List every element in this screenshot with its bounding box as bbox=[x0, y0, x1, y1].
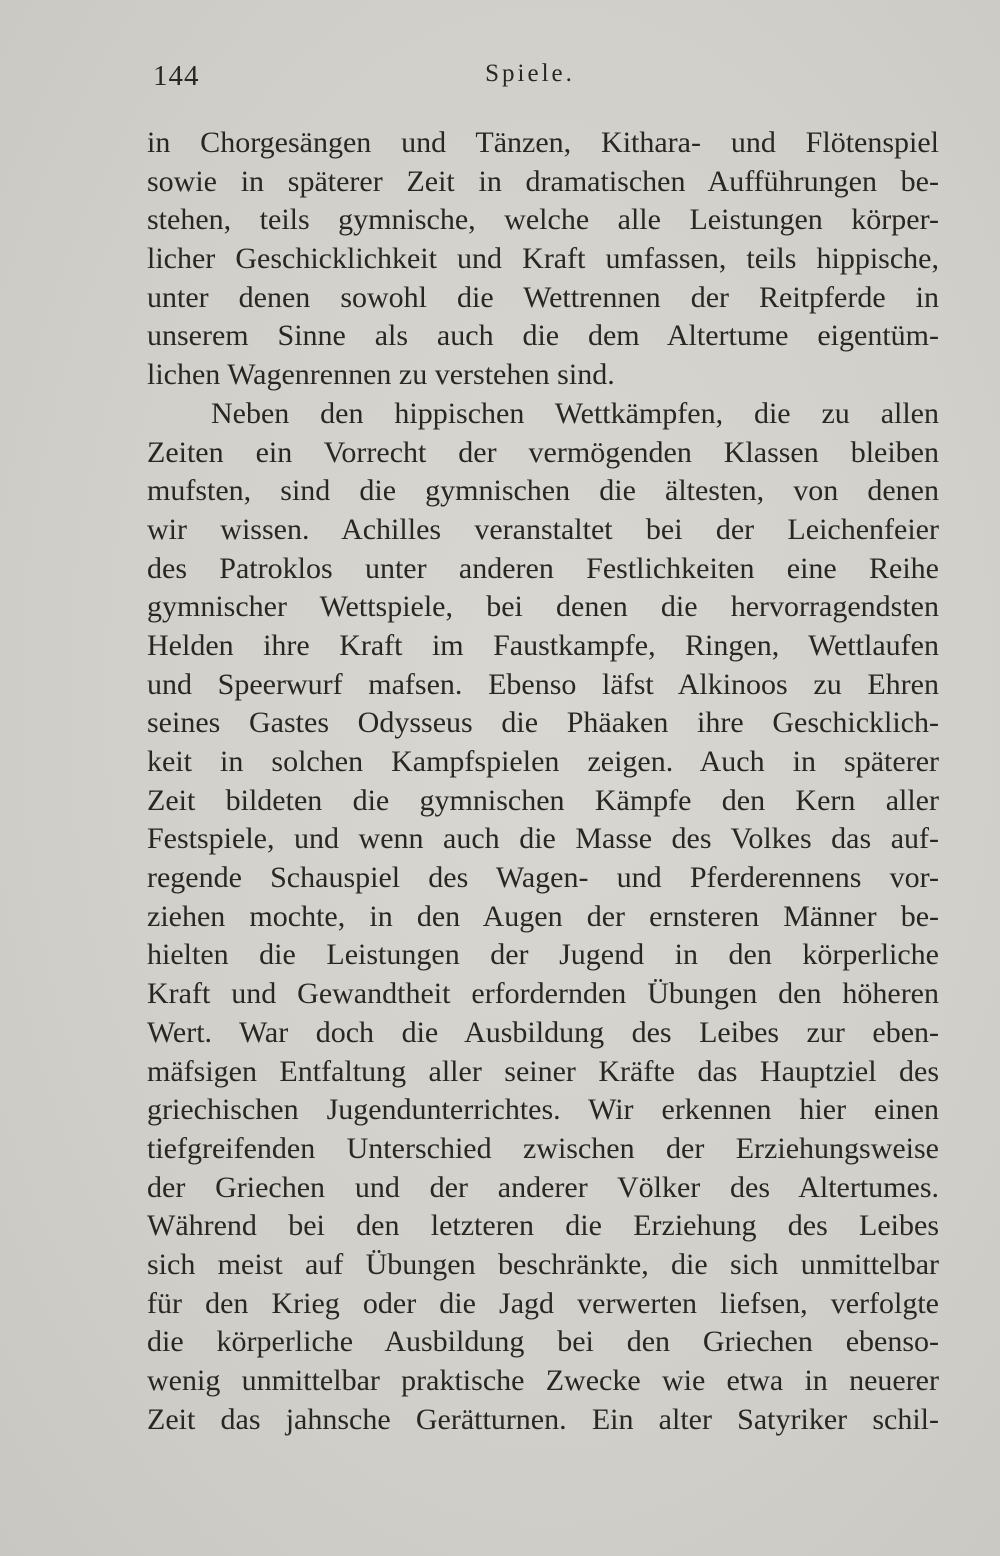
text-line: Während bei den letzteren die Erziehung des Leibes bbox=[147, 1209, 939, 1243]
text-line: regende Schauspiel des Wagen- und Pferderennens vor- bbox=[147, 861, 939, 895]
page-header bbox=[0, 60, 1000, 100]
text-line: die körperliche Ausbildung bei den Griechen ebenso- bbox=[147, 1325, 939, 1359]
text-line: der Griechen und der anderer Völker des Altertumes. bbox=[147, 1170, 939, 1204]
text-line: Wert. War doch die Ausbildung des Leibes zur eben- bbox=[147, 1015, 939, 1049]
text-line: des Patroklos unter anderen Festlichkeiten eine Reihe bbox=[147, 551, 939, 585]
text-line: Zeit bildeten die gymnischen Kämpfe den Kern aller bbox=[147, 783, 939, 817]
text-line: Zeit das jahnsche Gerätturnen. Ein alter Satyriker schil- bbox=[147, 1402, 939, 1436]
text-line: keit in solchen Kampfspielen zeigen. Auch in späterer bbox=[147, 745, 939, 778]
text-line: Zeiten ein Vorrecht der vermögenden Klassen bleiben bbox=[147, 435, 939, 469]
text-line: unter denen sowohl die Wettrennen der Reitpferde in bbox=[147, 280, 939, 314]
text-line: gymnischer Wettspiele, bei denen die hervorragendsten bbox=[147, 590, 939, 624]
text-line: und Speerwurf mafsen. Ebenso läfst Alkinoos zu Ehren bbox=[147, 667, 939, 701]
text-line: lichen Wagenrennen zu verstehen sind. bbox=[147, 358, 615, 392]
text-line: mufsten, sind die gymnischen die ältesten, von denen bbox=[147, 474, 939, 508]
text-line: Neben den hippischen Wettkämpfen, die zu allen bbox=[211, 396, 939, 430]
page-number: 144 bbox=[153, 60, 200, 92]
body-text bbox=[147, 124, 939, 1439]
text-line: in Chorgesängen und Tänzen, Kithara- und Flötenspiel bbox=[147, 126, 939, 159]
text-line: hielten die Leistungen der Jugend in den körperliche bbox=[147, 938, 939, 972]
text-line: licher Geschicklichkeit und Kraft umfassen, teils hippische, bbox=[147, 242, 939, 276]
text-line: tiefgreifenden Unterschied zwischen der Erziehungsweise bbox=[147, 1131, 939, 1165]
text-line: ziehen mochte, in den Augen der ernsteren Männer be- bbox=[147, 899, 939, 933]
text-line: Helden ihre Kraft im Faustkampfe, Ringen, Wettlaufen bbox=[147, 628, 939, 662]
text-line: sich meist auf Übungen beschränkte, die sich unmittelbar bbox=[147, 1247, 939, 1281]
text-line: mäfsigen Entfaltung aller seiner Kräfte das Hauptziel des bbox=[147, 1054, 939, 1088]
text-line: sowie in späterer Zeit in dramatischen Aufführungen be- bbox=[147, 164, 939, 198]
text-line: für den Krieg oder die Jagd verwerten liefsen, verfolgte bbox=[147, 1286, 939, 1320]
running-head: Spiele. bbox=[485, 60, 575, 87]
text-line: unserem Sinne als auch die dem Altertume eigentüm- bbox=[147, 319, 939, 353]
text-line: stehen, teils gymnische, welche alle Leistungen körper- bbox=[147, 203, 939, 237]
text-line: wir wissen. Achilles veranstaltet bei der Leichenfeier bbox=[147, 512, 939, 546]
text-line: griechischen Jugendunterrichtes. Wir erkennen hier einen bbox=[147, 1093, 939, 1127]
text-line: wenig unmittelbar praktische Zwecke wie etwa in neuerer bbox=[147, 1364, 939, 1397]
text-line: Festspiele, und wenn auch die Masse des Volkes das auf- bbox=[147, 822, 939, 856]
text-line: Kraft und Gewandtheit erfordernden Übungen den höheren bbox=[147, 977, 939, 1011]
text-line: seines Gastes Odysseus die Phäaken ihre Geschicklich- bbox=[147, 706, 939, 740]
